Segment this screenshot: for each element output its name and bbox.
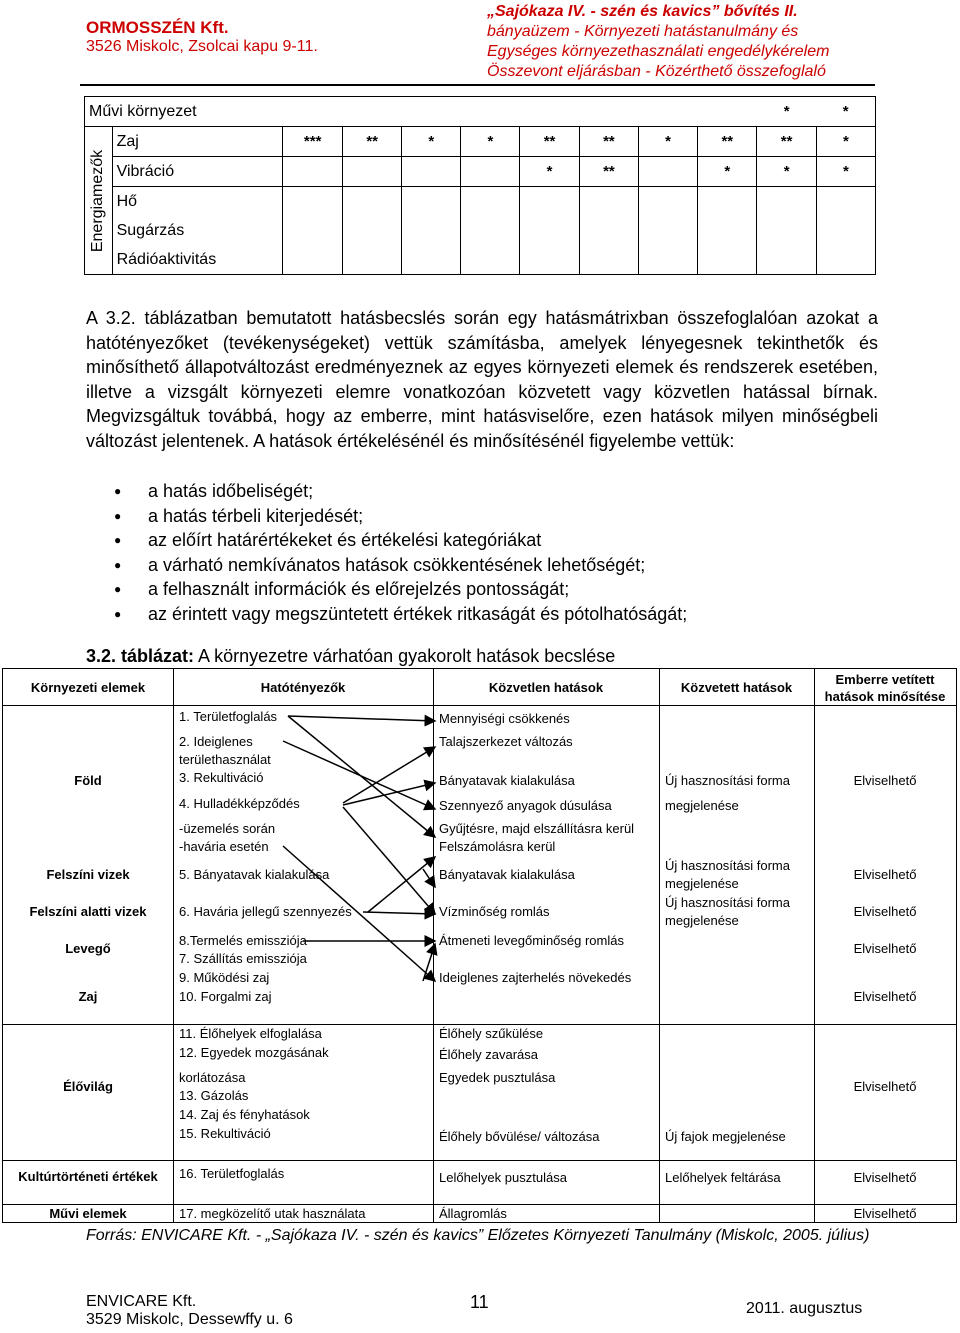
direct-1: Mennyiségi csökkenés	[439, 711, 570, 726]
table-cell: **	[342, 127, 401, 157]
element-kulturtorteneti: Kultúrtörténeti értékek	[18, 1169, 158, 1184]
factor-2a: 2. Ideiglenes	[179, 734, 253, 749]
arrow	[288, 716, 435, 721]
bullet-icon: ●	[114, 484, 122, 498]
impact-matrix	[2, 668, 957, 1223]
header-direct: Közvetlen hatások	[488, 680, 604, 695]
direct-3: Bányatavak kialakulása	[439, 773, 575, 788]
table-cell	[342, 157, 401, 187]
table-cell	[520, 97, 579, 127]
arrow	[363, 912, 435, 914]
table-cell	[639, 157, 698, 187]
list-item: ● az előírt határértékeket és értékelési kategóriákat	[110, 528, 870, 553]
header-title-line3: Egységes környezethasználati engedélykérelem	[487, 43, 830, 60]
element-elovilag: Élővilág	[63, 1079, 113, 1094]
indirect-2: megjelenése	[665, 798, 739, 813]
factor-7: 7. Szállítás emissziója	[179, 951, 307, 966]
header-human: Emberre vetített hatások minősítése	[824, 672, 946, 704]
table-cell	[639, 245, 698, 275]
table-cell	[402, 157, 461, 187]
header-factors: Hatótényezők	[260, 680, 346, 695]
indirect-4b: megjelenése	[665, 913, 739, 928]
rating-felszini: Elviselhető	[853, 867, 917, 882]
direct-5b: Felszámolásra kerül	[439, 839, 556, 854]
factor-5: 5. Bányatavak kialakulása	[179, 867, 330, 882]
rating-muvi: Elviselhető	[853, 1206, 917, 1221]
table-cell	[520, 245, 579, 275]
rating-zaj: Elviselhető	[853, 989, 917, 1004]
table-cell: *	[520, 157, 579, 187]
table-cell	[402, 97, 461, 127]
element-zaj: Zaj	[78, 989, 98, 1004]
factor-17: 17. megközelítő utak használata	[179, 1206, 366, 1221]
rating-elovilag: Elviselhető	[853, 1079, 917, 1094]
table-cell	[639, 216, 698, 245]
table-cell: **	[698, 127, 757, 157]
table-cell	[342, 187, 401, 217]
factor-1: 1. Területfoglalás	[179, 709, 278, 724]
table-cell	[402, 245, 461, 275]
table-cell: **	[757, 127, 816, 157]
table-cell	[461, 216, 520, 245]
list-item: ● a hatás térbeli kiterjedését;	[110, 504, 870, 529]
factor-6: 6. Havária jellegű szennyezés	[179, 904, 352, 919]
direct-5a: Gyűjtésre, majd elszállításra kerül	[439, 821, 635, 836]
header-address: 3526 Miskolc, Zsolcai kapu 9-11.	[86, 38, 318, 55]
bullet-list	[110, 479, 870, 626]
row-label: Művi környezet	[85, 97, 283, 127]
table-cell	[342, 245, 401, 275]
factor-14: 14. Zaj és fényhatások	[179, 1107, 310, 1122]
table-cell	[698, 245, 757, 275]
direct-4: Szennyező anyagok dúsulása	[439, 798, 612, 813]
table-row	[85, 187, 876, 217]
indirect-3a: Új hasznosítási forma	[665, 858, 790, 873]
factor-10: 10. Forgalmi zaj	[179, 989, 272, 1004]
table-cell	[283, 216, 343, 245]
header-title-line1: „Sajókaza IV. - szén és kavics” bővítés II.	[487, 3, 798, 20]
rating-felszin-alatti: Elviselhető	[853, 904, 917, 919]
table-cell: *	[816, 157, 875, 187]
bullet-icon: ●	[114, 582, 122, 596]
table-row	[85, 127, 876, 157]
element-fold: Föld	[74, 773, 102, 788]
table-cell: **	[579, 127, 638, 157]
caption-prefix: 3.2. táblázat:	[86, 646, 195, 666]
factor-8: 8.Termelés emissziója	[179, 933, 307, 948]
rating-fold: Elviselhető	[853, 773, 917, 788]
table-cell	[579, 216, 638, 245]
row-label: Rádióaktivitás	[112, 245, 283, 275]
body-paragraph	[86, 306, 878, 453]
table-cell	[757, 187, 816, 217]
table-cell	[639, 187, 698, 217]
header-divider	[80, 84, 875, 86]
header-title-line4: Összevont eljárásban - Közérthető összefoglaló	[487, 63, 826, 80]
arrow	[423, 869, 435, 887]
rating-levego: Elviselhető	[853, 941, 917, 956]
row-label: Hő	[112, 187, 283, 217]
table-cell	[461, 245, 520, 275]
table-cell: *	[698, 157, 757, 187]
direct-7: Vízminőség romlás	[439, 904, 550, 919]
table-cell	[402, 216, 461, 245]
factor-12a: 12. Egyedek mozgásának	[179, 1045, 329, 1060]
caption-text: A környezetre várhatóan gyakorolt hatások becslése	[194, 646, 616, 666]
factor-4a: -üzemelés során	[179, 821, 276, 836]
direct-6: Bányatavak kialakulása	[439, 867, 575, 882]
factor-12b: korlátozása	[179, 1070, 246, 1085]
footer-company: ENVICARE Kft.	[86, 1293, 197, 1310]
energy-fields-table	[84, 96, 876, 275]
table-cell	[283, 97, 343, 127]
source-note: Forrás: ENVICARE Kft. - „Sajókaza IV. - szén és kavics” Előzetes Környezeti Tanulmány (Miskolc, 2005. július)	[86, 1227, 870, 1244]
table-cell: *	[757, 157, 816, 187]
table-cell	[402, 187, 461, 217]
arrow	[343, 807, 435, 914]
table-cell	[579, 245, 638, 275]
bullet-icon: ●	[114, 533, 122, 547]
factor-15: 15. Rekultiváció	[179, 1126, 271, 1141]
page-number: 11	[470, 1292, 489, 1312]
element-muvi: Művi elemek	[49, 1206, 127, 1221]
bullet-icon: ●	[114, 606, 122, 621]
table-row	[85, 97, 876, 127]
factor-4b: -havária esetén	[179, 839, 269, 854]
arrow	[283, 741, 435, 809]
table-cell: *	[402, 127, 461, 157]
table-cell	[816, 245, 875, 275]
table-cell	[342, 216, 401, 245]
factor-13: 13. Gázolás	[179, 1088, 249, 1103]
list-item: ● az érintett vagy megszüntetett értékek ritkaságát és pótolhatóságát;	[110, 602, 870, 627]
element-felszini-vizek: Felszíni vizek	[46, 867, 130, 882]
element-felszin-alatti-vizek: Felszíni alatti vizek	[29, 904, 147, 919]
factor-16: 16. Területfoglalás	[179, 1166, 285, 1181]
table-cell: **	[520, 127, 579, 157]
impact-arrows	[3, 669, 956, 1222]
header-elements: Környezeti elemek	[30, 680, 146, 695]
direct-10: Élőhely szűkülése	[439, 1026, 544, 1041]
factor-11: 11. Élőhelyek elfoglalása	[179, 1026, 322, 1041]
row-label: Sugárzás	[112, 216, 283, 245]
table-cell	[757, 216, 816, 245]
indirect-6: Lelőhelyek feltárása	[665, 1170, 781, 1185]
bullet-icon: ●	[114, 508, 122, 523]
rating-kultur: Elviselhető	[853, 1170, 917, 1185]
indirect-4a: Új hasznosítási forma	[665, 895, 790, 910]
table-cell	[520, 216, 579, 245]
table-cell	[816, 187, 875, 217]
table-cell	[579, 97, 638, 127]
footer-address: 3529 Miskolc, Dessewffy u. 6	[86, 1311, 293, 1328]
table-cell	[283, 157, 343, 187]
table-row	[85, 157, 876, 187]
table-caption	[86, 646, 615, 667]
indirect-1: Új hasznosítási forma	[665, 773, 790, 788]
group-label: Energiamezők	[89, 149, 107, 252]
direct-12: Egyedek pusztulása	[439, 1070, 556, 1085]
table-cell: *	[461, 127, 520, 157]
table-cell: *	[816, 127, 875, 157]
indirect-3b: megjelenése	[665, 876, 739, 891]
element-levego: Levegő	[65, 941, 111, 956]
arrow	[368, 857, 435, 912]
direct-13: Élőhely bővülése/ változása	[439, 1129, 600, 1144]
direct-11: Élőhely zavarása	[439, 1047, 538, 1062]
direct-2: Talajszerkezet változás	[439, 734, 573, 749]
table-cell	[639, 97, 698, 127]
table-cell: *	[757, 97, 816, 127]
header-document-title	[487, 2, 872, 82]
table-row	[85, 216, 876, 245]
direct-8: Átmeneti levegőminőség romlás	[439, 933, 624, 948]
table-cell	[283, 245, 343, 275]
direct-9: Ideiglenes zajterhelés növekedés	[439, 970, 632, 985]
list-item: ● a felhasznált információk és előrejelzés pontosságát;	[110, 577, 870, 602]
table-cell	[461, 187, 520, 217]
factor-9: 9. Működési zaj	[179, 970, 270, 985]
table-cell: *	[816, 97, 875, 127]
footer-date: 2011. augusztus	[746, 1300, 863, 1317]
list-item: ● a várható nemkívánatos hatások csökkentésének lehetőségét;	[110, 553, 870, 578]
table-cell	[698, 97, 757, 127]
header-indirect: Közvetett hatások	[680, 680, 793, 695]
row-label: Zaj	[112, 127, 283, 157]
direct-15: Állagromlás	[439, 1206, 507, 1221]
table-cell	[698, 216, 757, 245]
header-company: ORMOSSZÉN Kft.	[86, 18, 229, 37]
table-cell	[579, 187, 638, 217]
table-cell	[461, 97, 520, 127]
table-cell	[461, 157, 520, 187]
table-row	[85, 245, 876, 275]
table-cell: *	[639, 127, 698, 157]
table-cell	[520, 187, 579, 217]
header-title-line2: bányaüzem - Környezeti hatástanulmány és	[487, 23, 799, 40]
direct-14: Lelőhelyek pusztulása	[439, 1170, 567, 1185]
group-label-cell	[85, 127, 113, 275]
list-item: ● a hatás időbeliségét;	[110, 479, 870, 504]
indirect-5: Új fajok megjelenése	[665, 1129, 786, 1144]
row-label: Vibráció	[112, 157, 283, 187]
table-cell	[816, 216, 875, 245]
factor-4: 4. Hulladékképződés	[179, 796, 300, 811]
table-cell	[342, 97, 401, 127]
factor-2b: területhasználat	[179, 752, 271, 767]
table-cell	[698, 187, 757, 217]
bullet-icon: ●	[114, 557, 122, 572]
factor-3: 3. Rekultiváció	[179, 770, 264, 785]
table-cell	[283, 187, 343, 217]
table-cell: ***	[283, 127, 343, 157]
table-cell: **	[579, 157, 638, 187]
table-cell	[757, 245, 816, 275]
paragraph-text: A 3.2. táblázatban bemutatott hatásbecslés során egy hatásmátrixban összefoglalóan azokat a hatótényezőket (tevékenységeket) vettük számításba, amelyek lényegesnek tekinthetők és minősíthető állapotváltozást eredményeznek az egyes környezeti elemek és rendszerek esetében, illetve a vizsgált környezeti elemre vonatkozóan közvetett vagy közvetlen hatással bírnak. Megvizsgáltuk továbbá, hogy az emberre, mint hatásviselőre, ezen hatások milyen minőségbeli változást jelentenek. A hatások értékelésénél és minősítésénél figyelembe vettük:	[86, 308, 878, 451]
